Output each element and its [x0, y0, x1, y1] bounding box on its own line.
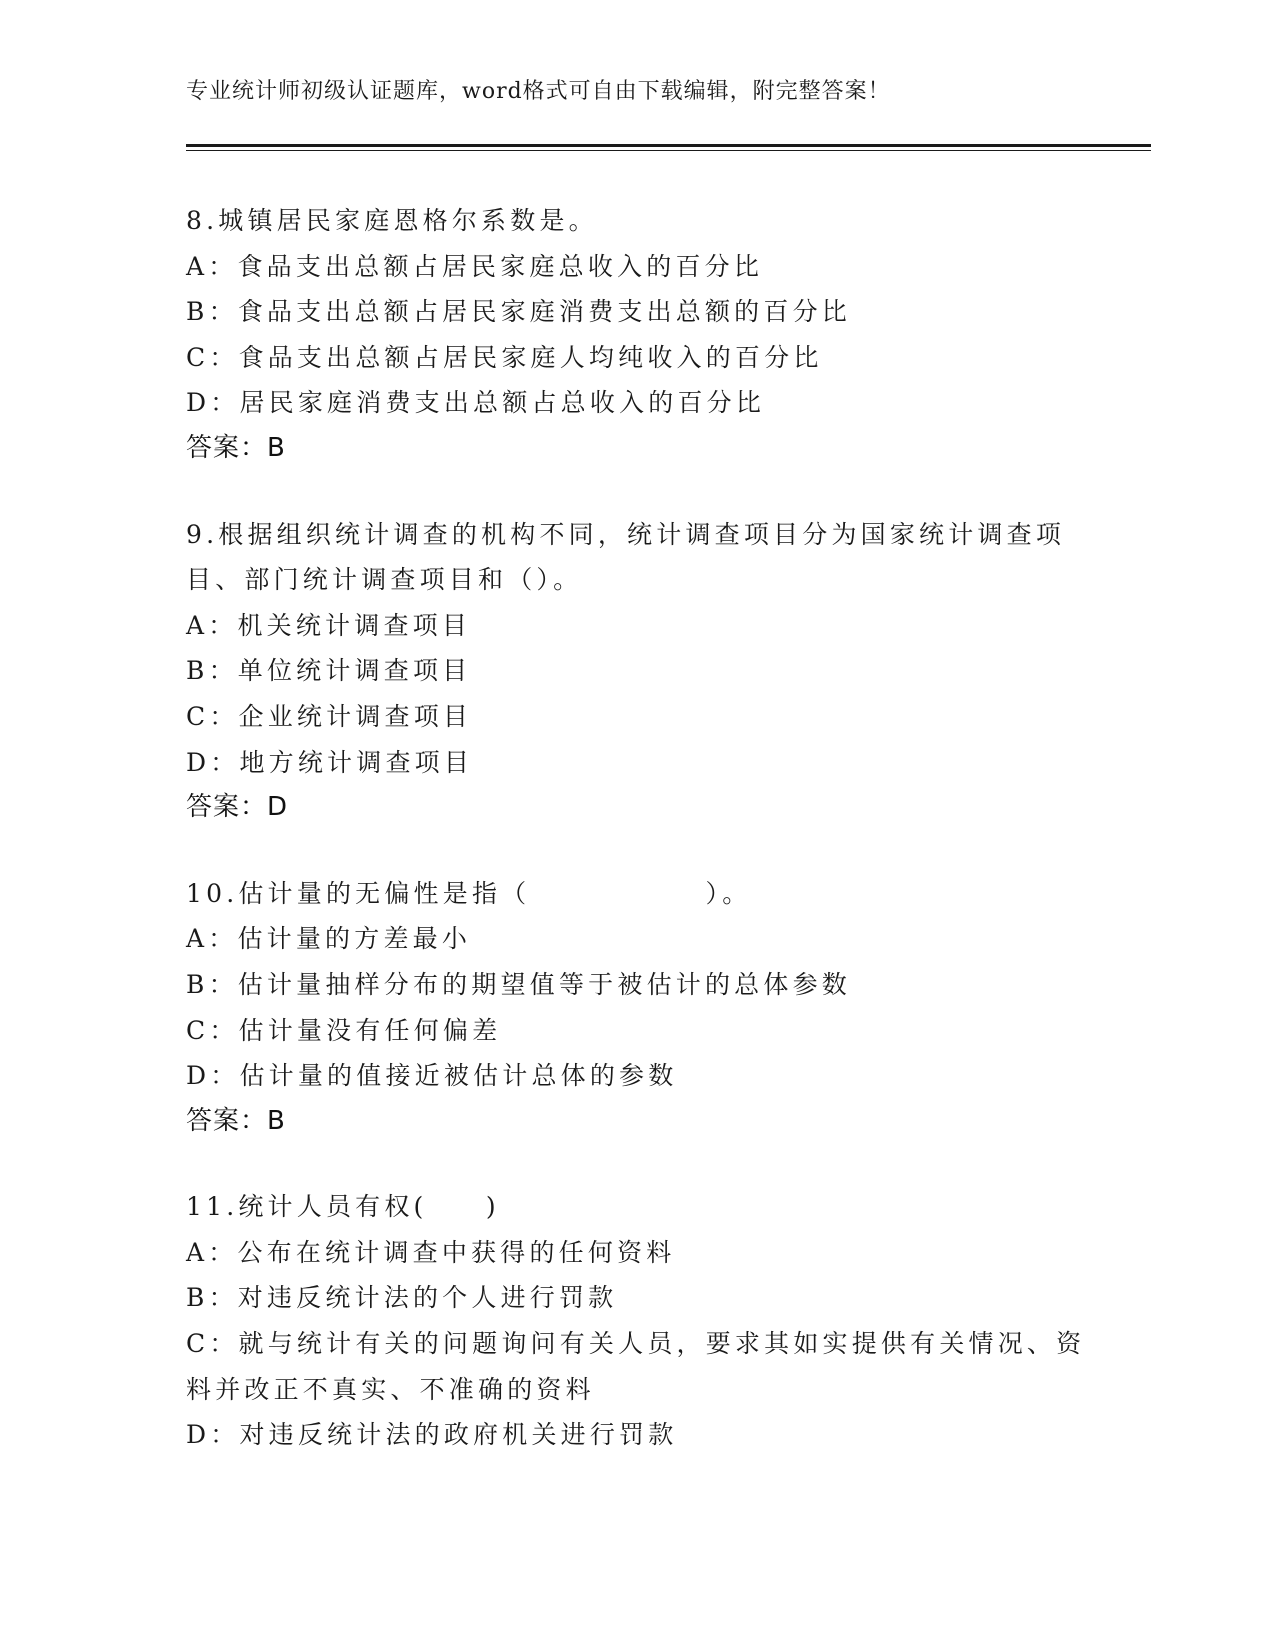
option-a: A：估计量的方差最小 [186, 924, 472, 954]
option-b: B：对违反统计法的个人进行罚款 [186, 1283, 618, 1313]
option-c: C：食品支出总额占居民家庭人均纯收入的百分比 [186, 342, 823, 372]
header-divider-thick [186, 144, 1151, 147]
option-a: A：公布在统计调查中获得的任何资料 [186, 1237, 676, 1267]
option-d: D：对违反统计法的政府机关进行罚款 [186, 1420, 678, 1450]
option-d: D：地方统计调查项目 [186, 747, 474, 777]
question-10 [186, 871, 1086, 1145]
question-11 [186, 1184, 1086, 1458]
question-list [186, 198, 1086, 1498]
question-8 [186, 198, 1086, 472]
question-stem: 10.估计量的无偏性是指（ ）。 [186, 878, 752, 908]
question-stem: 8.城镇居民家庭恩格尔系数是。 [186, 206, 598, 235]
option-c: C：估计量没有任何偏差 [186, 1015, 502, 1045]
option-c: C：企业统计调查项目 [186, 701, 473, 731]
answer-label: 答案：B [186, 432, 286, 463]
option-d: D：估计量的值接近被估计总体的参数 [186, 1061, 678, 1091]
question-9 [186, 512, 1086, 831]
option-d: D：居民家庭消费支出总额占总收入的百分比 [186, 388, 766, 418]
question-stem: 9.根据组织统计调查的机构不同，统计调查项目分为国家统计调查项 [186, 519, 1066, 549]
option-c-continued: 料并改正不真实、不准确的资料 [186, 1374, 595, 1404]
option-b: B：食品支出总额占居民家庭消费支出总额的百分比 [186, 297, 851, 327]
option-a: A：机关统计调查项目 [186, 610, 472, 640]
option-a: A：食品支出总额占居民家庭总收入的百分比 [186, 251, 764, 281]
option-b: B：单位统计调查项目 [186, 656, 472, 686]
option-c: C：就与统计有关的问题询问有关人员，要求其如实提供有关情况、资 [186, 1329, 1086, 1359]
question-stem-continued: 目、部门统计调查项目和（）。 [186, 565, 583, 595]
question-stem: 11.统计人员有权( ) [186, 1192, 500, 1222]
option-b: B：估计量抽样分布的期望值等于被估计的总体参数 [186, 969, 851, 999]
header-divider-thin [186, 150, 1151, 151]
answer-label: 答案：B [186, 1105, 286, 1136]
document-header: 专业统计师初级认证题库，word格式可自由下载编辑，附完整答案！ [186, 79, 891, 104]
answer-label: 答案：D [186, 792, 289, 823]
